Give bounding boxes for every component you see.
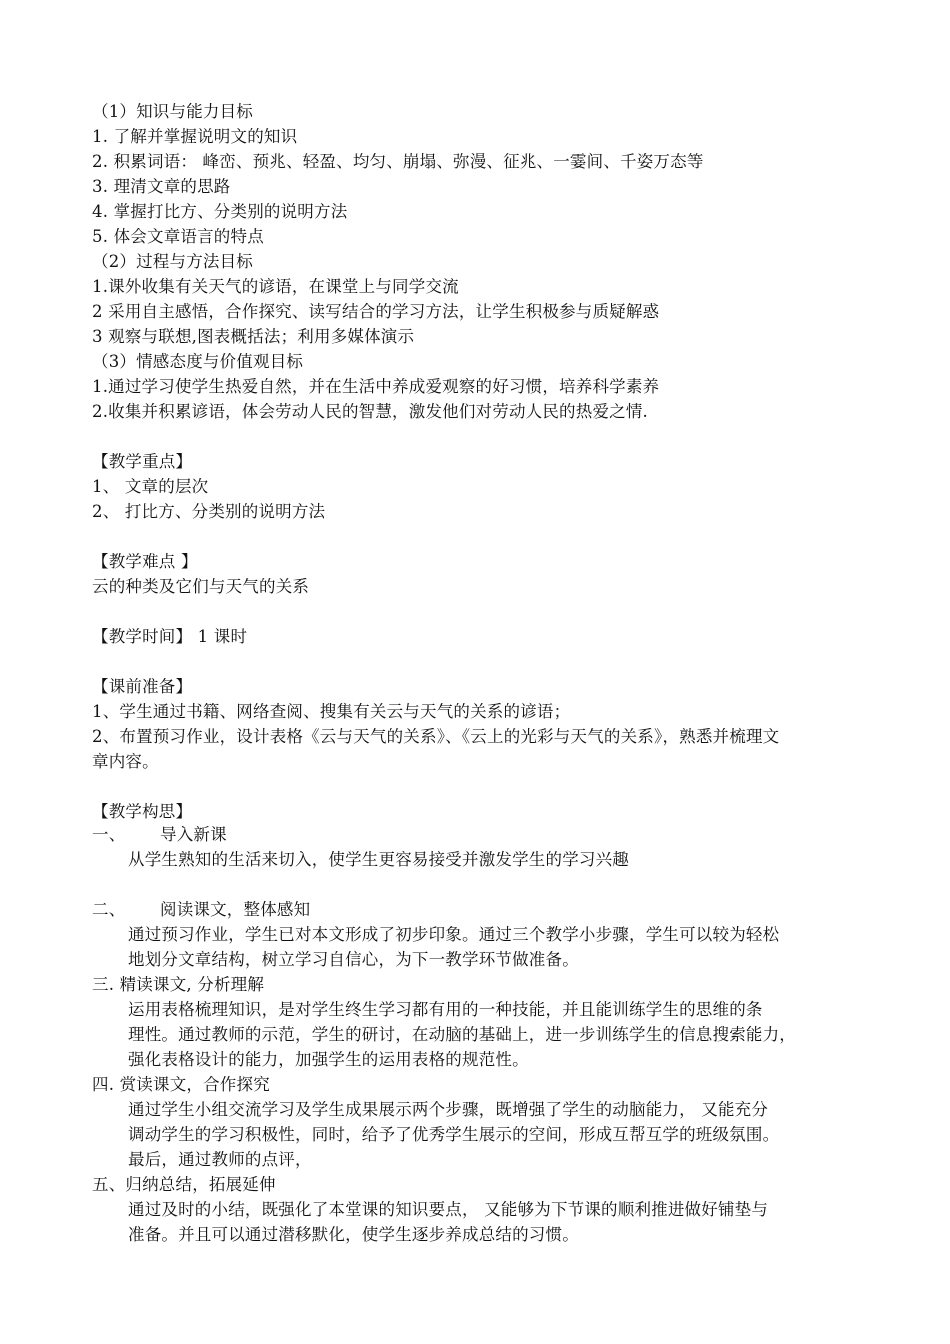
step2-title: 阅读课文，整体感知 [160,900,311,919]
emotion-item-2: 2.收集并积累谚语，体会劳动人民的智慧，激发他们对劳动人民的热爱之情. [92,402,648,421]
process-objectives-heading: （2）过程与方法目标 [92,252,253,271]
knowledge-item-1: 1. 了解并掌握说明文的知识 [92,127,298,146]
preparation-item-1: 1、学生通过书籍、网络查阅、搜集有关云与天气的关系的谚语； [92,702,571,721]
emotion-item-1: 1.通过学习使学生热爱自然，并在生活中养成爱观察的好习惯，培养科学素养 [92,377,660,396]
step5-line-2: 准备。并且可以通过潜移默化，使学生逐步养成总结的习惯。 [128,1225,579,1244]
step5-title: 五、归纳总结，拓展延伸 [92,1175,276,1194]
time-heading: 【教学时间】 1 课时 [92,627,248,646]
knowledge-item-2: 2. 积累词语： 峰峦、预兆、轻盈、均匀、崩塌、弥漫、征兆、一霎间、千姿万态等 [92,152,704,171]
preparation-heading: 【课前准备】 [92,677,193,696]
process-item-2: 2 采用自主感悟，合作探究、读写结合的学习方法，让学生积极参与质疑解惑 [92,302,660,321]
design-heading: 【教学构思】 [92,802,193,821]
step2-line-2: 地划分文章结构，树立学习自信心，为下一教学环节做准备。 [128,950,579,969]
step2-line-1: 通过预习作业，学生已对本文形成了初步印象。通过三个教学小步骤，学生可以较为轻松 [128,925,780,944]
difficulty-heading: 【教学难点 】 [92,552,198,571]
step1-title: 导入新课 [160,825,227,844]
knowledge-item-3: 3. 理清文章的思路 [92,177,231,196]
step2-number: 二、 [92,900,126,919]
step5-line-1: 通过及时的小结，既强化了本堂课的知识要点， 又能够为下节课的顺利推进做好铺垫与 [128,1200,769,1219]
step4-line-2: 调动学生的学习积极性，同时，给予了优秀学生展示的空间，形成互帮互学的班级氛围。 [128,1125,780,1144]
knowledge-item-4: 4. 掌握打比方、分类别的说明方法 [92,202,348,221]
step3-title: 三. 精读课文, 分析理解 [92,975,265,994]
step1-line-1: 从学生熟知的生活来切入，使学生更容易接受并激发学生的学习兴趣 [128,850,629,869]
step3-line-1: 运用表格梳理知识，是对学生终生学习都有用的一种技能，并且能训练学生的思维的条 [128,1000,763,1019]
key-points-heading: 【教学重点】 [92,452,193,471]
process-item-1: 1.课外收集有关天气的谚语，在课堂上与同学交流 [92,277,459,296]
knowledge-objectives-heading: （1）知识与能力目标 [92,102,253,121]
step3-line-2: 理性。通过教师的示范，学生的研讨，在动脑的基础上，进一步训练学生的信息搜索能力， [128,1025,796,1044]
step3-line-3: 强化表格设计的能力，加强学生的运用表格的规范性。 [128,1050,529,1069]
difficulty-text: 云的种类及它们与天气的关系 [92,577,310,596]
emotion-objectives-heading: （3）情感态度与价值观目标 [92,352,304,371]
step4-title: 四. 赏读课文，合作探究 [92,1075,270,1094]
step4-line-1: 通过学生小组交流学习及学生成果展示两个步骤，既增强了学生的动脑能力， 又能充分 [128,1100,769,1119]
key-point-1: 1、 文章的层次 [92,477,209,496]
preparation-item-2: 2、布置预习作业，设计表格《云与天气的关系》、《云上的光彩与天气的关系》，熟悉并梳理文 [92,727,780,746]
process-item-3: 3 观察与联想,图表概括法；利用多媒体演示 [92,327,415,346]
key-point-2: 2、 打比方、分类别的说明方法 [92,502,326,521]
knowledge-item-5: 5. 体会文章语言的特点 [92,227,264,246]
step4-line-3: 最后，通过教师的点评， [128,1150,312,1169]
step1-number: 一、 [92,825,126,844]
preparation-item-2-cont: 章内容。 [92,752,159,771]
